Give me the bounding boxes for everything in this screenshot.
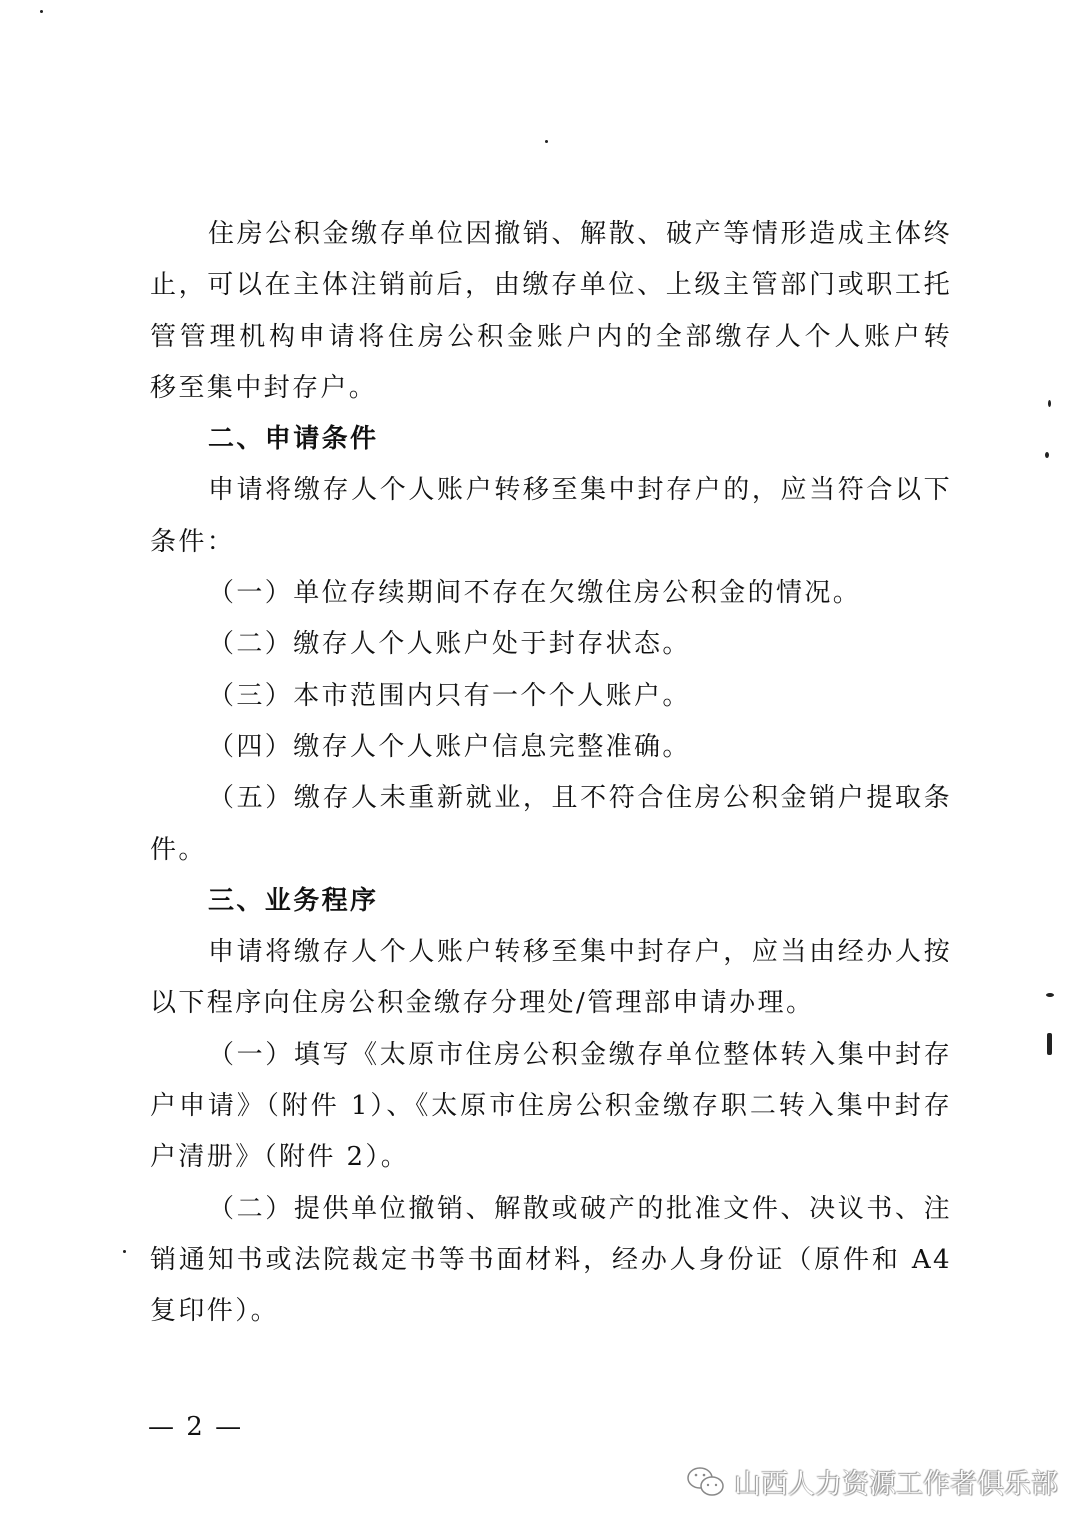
text-line: （二）提供单位撤销、解散或破产的批准文件、决议书、注 bbox=[208, 1193, 952, 1224]
section-heading: 二、申请条件 bbox=[208, 424, 379, 455]
text-line: （五）缴存人未重新就业，且不符合住房公积金销户提取条 bbox=[208, 783, 952, 814]
text-line: 复印件）。 bbox=[150, 1296, 280, 1327]
section-heading: 三、业务程序 bbox=[208, 885, 379, 916]
text-line: 条件： bbox=[150, 526, 236, 557]
document-body bbox=[150, 209, 952, 1338]
scan-speck bbox=[123, 1250, 126, 1253]
text-line: 移至集中封存户。 bbox=[150, 372, 378, 403]
text-line: 户申请》（附件 1）、《太原市住房公积金缴存职二转入集中封存 bbox=[150, 1091, 952, 1122]
text-line: 管管理机构申请将住房公积金账户内的全部缴存人个人账户转 bbox=[150, 321, 952, 352]
text-line: 止，可以在主体注销前后，由缴存单位、上级主管部门或职工托 bbox=[150, 270, 952, 301]
watermark bbox=[686, 1462, 1058, 1501]
text-line: （四）缴存人个人账户信息完整准确。 bbox=[208, 731, 691, 762]
wechat-icon bbox=[686, 1465, 726, 1499]
text-line: 销通知书或法院裁定书等书面材料，经办人身份证（原件和 A4 bbox=[150, 1244, 952, 1275]
scan-speck bbox=[1046, 993, 1054, 997]
text-line: （三）本市范围内只有一个个人账户。 bbox=[208, 680, 691, 711]
text-line: （一）单位存续期间不存在欠缴住房公积金的情况。 bbox=[208, 578, 862, 609]
scan-speck bbox=[1047, 1033, 1052, 1055]
text-line: 件。 bbox=[150, 834, 207, 865]
text-line: 户清册》（附件 2）。 bbox=[150, 1142, 410, 1173]
text-line: （二）缴存人个人账户处于封存状态。 bbox=[208, 629, 691, 660]
text-line: （一）填写《太原市住房公积金缴存单位整体转入集中封存 bbox=[208, 1039, 952, 1070]
text-line: 住房公积金缴存单位因撤销、解散、破产等情形造成主体终 bbox=[208, 219, 952, 249]
scan-speck bbox=[545, 140, 548, 143]
scan-speck bbox=[1045, 452, 1049, 458]
watermark-text: 山西人力资源工作者俱乐部 bbox=[734, 1469, 1058, 1500]
scan-speck bbox=[40, 10, 43, 13]
page-number: — 2 — bbox=[148, 1412, 244, 1442]
text-line: 申请将缴存人个人账户转移至集中封存户的，应当符合以下 bbox=[208, 475, 952, 506]
scan-speck bbox=[1048, 400, 1051, 407]
text-line: 以下程序向住房公积金缴存分理处/管理部申请办理。 bbox=[150, 988, 815, 1019]
text-line: 申请将缴存人个人账户转移至集中封存户，应当由经办人按 bbox=[208, 937, 952, 968]
